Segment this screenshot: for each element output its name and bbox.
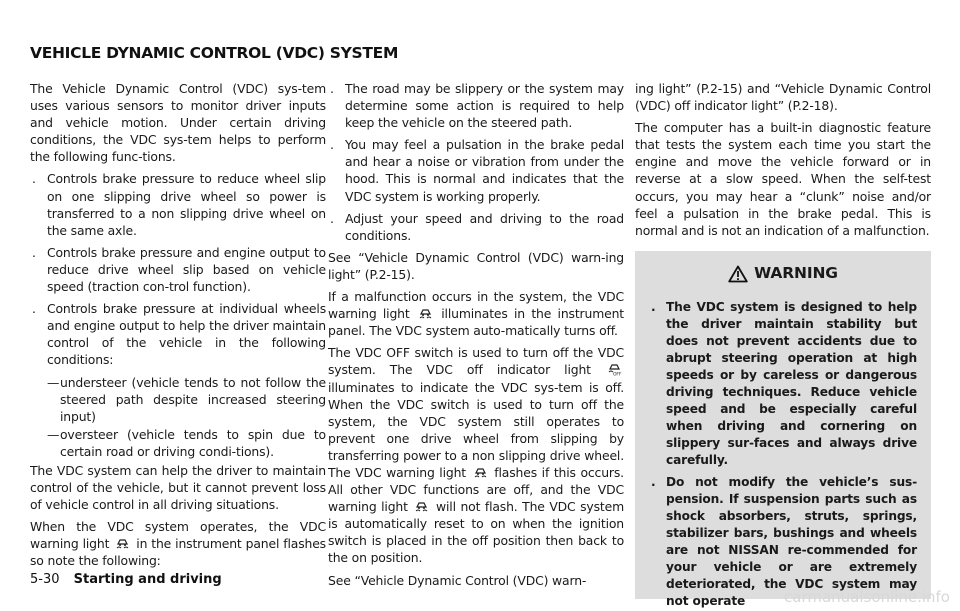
list-item: . Controls brake pressure at individual wheels and engine output to help the driver maintain control of the vehicle in the following conditions: xyxy=(32,301,326,368)
vdc-warning-icon xyxy=(115,537,130,550)
paragraph: If a malfunction occurs in the system, the VDC warning light illuminates in the instrument panel. The VDC system auto-matically turns off. xyxy=(328,289,624,339)
sub-list-item: — understeer (vehicle tends to not follow the steered path despite increased steering input) xyxy=(47,374,326,424)
paragraph: The VDC OFF switch is used to turn off the VDC system. The VDC off indicator light OFF illuminates to indicate the VDC sys-tem is off. When the VDC switch is used to turn off the system, the VDC system still operates to prevent one drive wheel from slipping by transferring power to a non slipping drive wheel. The VDC warning light flashes if this occurs. All other VDC functions are off, and the VDC warning light will not flash. The VDC system is automatically reset to on when the ignition switch is placed in the off position then back to the on position. xyxy=(328,345,625,566)
list-item: . Controls brake pressure to reduce wheel slip on one slipping drive wheel so power is transferred to a non slipping drive wheel on the same axle. xyxy=(32,171,326,238)
vdc-off-icon xyxy=(607,363,622,376)
page-footer xyxy=(30,572,222,587)
chapter-title: Starting and driving xyxy=(73,572,222,587)
paragraph: When the VDC system operates, the VDC warning light in the instrument panel flashes so note the following: xyxy=(30,519,326,569)
warning-heading: WARNING xyxy=(649,265,917,283)
watermark: carmanualsonline.info xyxy=(784,588,950,606)
warning-box xyxy=(635,251,931,608)
list-item: . The road may be slippery or the system may determine some action is required to help keep the vehicle on the steered path. xyxy=(330,81,624,131)
section-title: VEHICLE DYNAMIC CONTROL (VDC) SYSTEM xyxy=(30,44,399,62)
page-number: 5-30 xyxy=(30,572,60,587)
paragraph: ing light” (P.2-15) and “Vehicle Dynamic Control (VDC) off indicator light” (P.2-18). xyxy=(635,81,931,114)
vdc-warning-icon xyxy=(473,466,488,479)
paragraph: See “Vehicle Dynamic Control (VDC) warn-ing light” (P.2-15). xyxy=(328,249,624,282)
vdc-warning-icon xyxy=(414,500,429,513)
warning-item: . Do not modify the vehicle’s sus-pension. If suspension parts such as shock absorbers, struts, springs, stabilizer bars, bushings and wheels are not NISSAN re-commended for your vehicle or are extremely deteriorated, the VDC system may not operate xyxy=(651,474,917,608)
warning-triangle-icon xyxy=(728,265,748,283)
column-1 xyxy=(30,80,326,575)
vdc-warning-icon xyxy=(418,307,433,320)
svg-text:OFF: OFF xyxy=(613,372,622,378)
list-item: . Controls brake pressure and engine output to reduce drive wheel slip based on vehicle speed (traction con-trol function). xyxy=(32,244,326,295)
paragraph: See “Vehicle Dynamic Control (VDC) warn- xyxy=(328,572,587,588)
paragraph: The VDC system can help the driver to maintain control of the vehicle, but it cannot prevent loss of vehicle control in all driving situations. xyxy=(30,462,326,513)
list-item: . Adjust your speed and driving to the road conditions. xyxy=(330,210,624,243)
list-item: . You may feel a pulsation in the brake pedal and hear a noise or vibration from under the hood. This is normal and indicates that the VDC system is working properly. xyxy=(330,137,624,204)
paragraph: The computer has a built-in diagnostic feature that tests the system each time you start the engine and move the vehicle forward or in reverse at a slow speed. When the self-test occurs, you may hear a “clunk” noise and/or feel a pulsation in the brake pedal. This is normal and is not an indication of a malfunction. xyxy=(635,120,931,238)
column-2 xyxy=(328,80,624,594)
column-3 xyxy=(635,80,931,608)
intro-paragraph: The Vehicle Dynamic Control (VDC) sys-tem uses various sensors to monitor driver inputs and vehicle motion. Under certain driving conditions, the VDC sys-tem helps to perform the following func-tions. xyxy=(30,81,326,165)
sub-list-item: — oversteer (vehicle tends to spin due to certain road or driving condi-tions). xyxy=(47,426,326,459)
warning-item: . The VDC system is designed to help the driver maintain stability but does not prevent accidents due to abrupt steering operation at high speeds or by careless or dangerous driving techniques. Reduce vehicle speed and be especially careful when driving and cornering on slippery sur-faces and always drive carefully. xyxy=(651,299,917,467)
